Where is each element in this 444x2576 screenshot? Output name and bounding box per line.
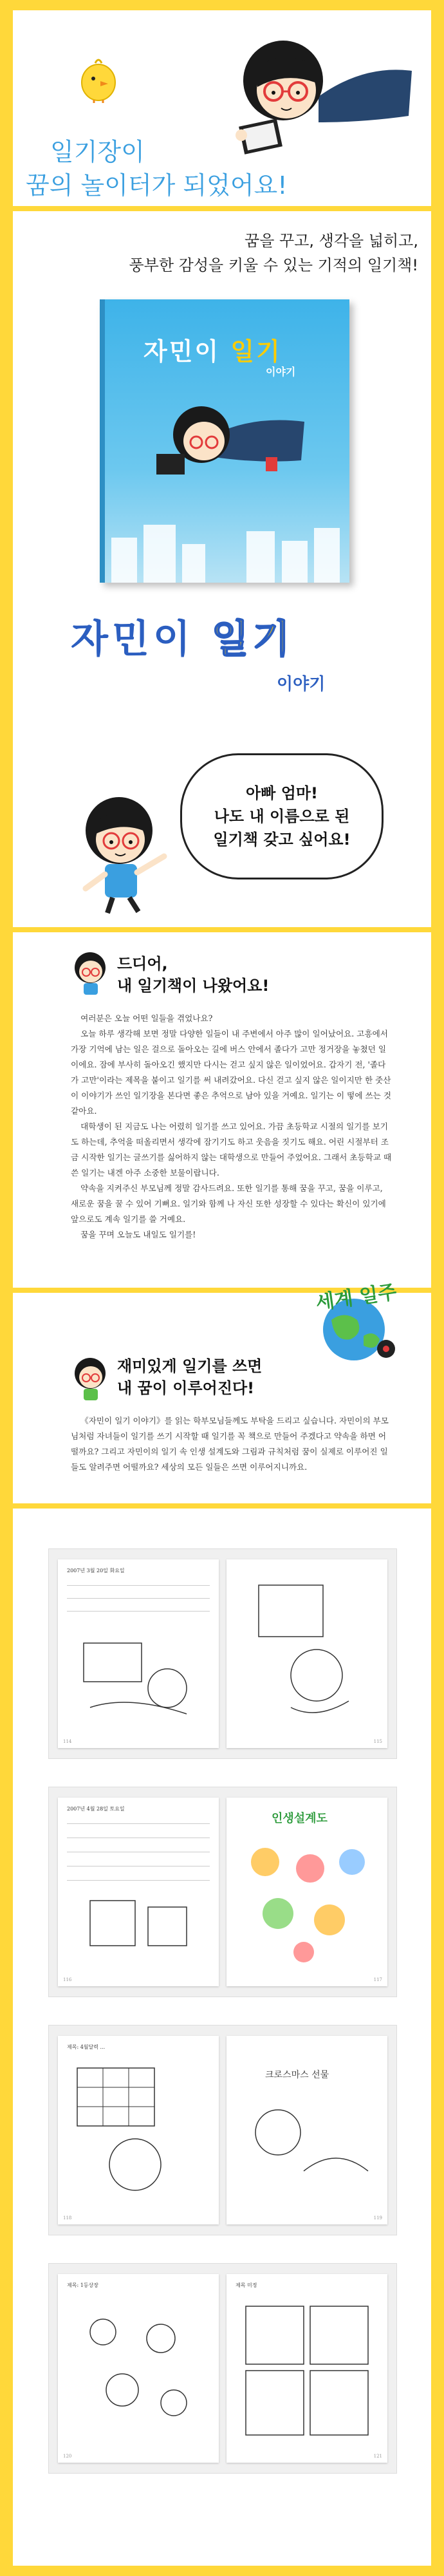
tagline-line-2: 풍부한 감성을 키울 수 있는 기적의 일기책! xyxy=(129,256,418,274)
diary-page-title: 크로스마스 선물 xyxy=(265,2070,329,2080)
book-title-pre: 자민이 xyxy=(143,337,221,366)
diary-page-right xyxy=(227,2036,387,2224)
diary-page-title: 제목: 4월달력 ... xyxy=(67,2044,106,2050)
section-divider xyxy=(13,1503,431,1509)
section1-body xyxy=(71,1011,393,1243)
girl-head-icon xyxy=(71,950,109,995)
big-title-sub: 이야기 xyxy=(277,675,326,694)
life-plan-sketch xyxy=(239,1836,375,1965)
diary-spread-4 xyxy=(48,2263,397,2474)
section2-body xyxy=(71,1413,393,1475)
section1-paragraph: 오늘 하루 생각해 보면 정말 다양한 일들이 내 주변에서 아주 많이 일어났어요. 고흥에서 가장 기억에 남는 일은 걸으로 돌아오는 길에 버스 안에서 졸다가 고만 정거장을 놓쳤던 일이에요. 잠에 부사히 돌아오긴 했지만 다시는 걷고 싶지 않은 일이었어요. 갑자기 전, '졸다가 고만'이라는 제목을 붙이고 일기를 써 내려갔어요. 다신 걷고 싶지 않은 일이지만 한 줏산 이 이야기가 쓰인 일기장을 본다면 좋은 추억으로 남아 있을 거예요. 일기는 이 떻에 쓰는 것 같아요. xyxy=(71,1029,392,1116)
bubble-line-1: 아빠 엄마! xyxy=(245,784,319,802)
section2-heading-line-1: 재미있게 일기를 쓰면 xyxy=(117,1357,263,1375)
section-divider xyxy=(13,206,431,211)
book-cover-city-illustration xyxy=(105,512,344,583)
diary-page-number: 118 xyxy=(63,2215,72,2221)
diary-page-left xyxy=(58,2274,219,2463)
diary-page-right xyxy=(227,1798,387,1986)
book-cover xyxy=(100,299,349,583)
hero-line-1: 일기장이 xyxy=(50,138,145,166)
diary-sketch xyxy=(77,1894,199,1965)
diary-page-number: 114 xyxy=(63,1739,72,1744)
diary-page-number: 119 xyxy=(373,2215,382,2221)
book-cover-girl-illustration xyxy=(143,390,311,486)
section1-paragraph: 약속을 지켜주신 부모님께 정말 감사드려요. 또한 일기를 통해 꿈을 꾸고, 꿈을 이루고, 새로운 꿈을 꿀 수 있어 기뻐요. 일기와 함께 나 자신 또한 성장할 수 있다는 확신이 있기에 앞으로도 계속 일기를 쓸 거예요. xyxy=(71,1183,386,1224)
section-divider xyxy=(13,927,431,932)
diary-page-left xyxy=(58,2036,219,2224)
diary-sketch xyxy=(77,1630,199,1727)
speech-bubble xyxy=(180,753,384,879)
diary-page-title: 인생설계도 xyxy=(272,1812,328,1825)
diary-page-right xyxy=(227,2274,387,2463)
section1-paragraph: 여러분은 오늘 어떤 일들을 겪었나요? xyxy=(80,1013,213,1023)
book-title xyxy=(143,332,282,367)
big-title xyxy=(71,608,294,664)
diary-page-number: 120 xyxy=(63,2454,72,2459)
waving-girl-illustration xyxy=(68,792,177,914)
section1-heading-line-2: 내 일기책이 나왔어요! xyxy=(117,977,270,995)
diary-page-title: 2007년 3월 20일 화요일 xyxy=(67,1568,125,1574)
diary-page-title: 제목 미정 xyxy=(236,2282,257,2288)
diary-page-number: 121 xyxy=(373,2454,382,2459)
diary-page-left xyxy=(58,1798,219,1986)
hero-line-2: 꿈의 놀이터가 되었어요! xyxy=(26,171,288,200)
globe-label: 세계 일주 xyxy=(314,1281,398,1315)
diary-sketch xyxy=(71,2300,206,2441)
tagline xyxy=(45,229,418,277)
calendar-sketch xyxy=(71,2062,206,2203)
section1-heading-line-1: 드디어, xyxy=(117,955,168,973)
diary-page-right xyxy=(227,1559,387,1748)
book-title-post: 이야기 xyxy=(266,366,296,378)
diary-spread-1 xyxy=(48,1548,397,1759)
diary-page-left xyxy=(58,1559,219,1748)
section1-paragraph: 꿈을 꾸며 오늘도 내일도 일기를! xyxy=(80,1230,196,1239)
book-title-highlight: 일기 xyxy=(230,337,282,366)
section2-paragraph: 《자민이 일기 이야기》를 읽는 학부모님들께도 부탁을 드리고 싶습니다. 자민이의 부모님처럼 자녀들이 일기를 쓰기 시작할 때 일기를 꼭 책으로 만들어 주겠다고 약속을 하면 어떨까요? 그리고 자민이의 일기 속 인생 설계도와 그림과 규칙처럼 꿈이 실제로 이루어진 일들도 알려주면 어떨까요? 세상의 모든 일들은 쓰면 이루어지니까요. xyxy=(71,1416,389,1472)
diary-sketch xyxy=(246,1579,368,1727)
big-title-pre: 자민이 xyxy=(71,617,194,662)
diary-page-title: 제목: 1등상장 xyxy=(67,2282,98,2288)
bubble-line-2: 나도 내 이름으로 된 xyxy=(214,807,350,825)
tagline-line-1: 꿈을 꾸고, 생각을 넓히고, xyxy=(245,232,418,250)
comic-panels-sketch xyxy=(239,2300,375,2441)
hero-headline xyxy=(26,135,287,202)
bubble-line-3: 일기책 갖고 싶어요! xyxy=(213,831,351,849)
section1-paragraph: 대학생이 된 지금도 나는 어렸히 일기를 쓰고 있어요. 가끔 초등학교 시절의 일기를 보기도 하는데, 추억을 떠올리면서 생각에 잠기기도 하고 웃음을 짓기도 해요. 어린 시절부터 조금 시작한 일기는 글쓰기를 싫어하지 않는 대학생으로 만들어 주었어요. 그래서 초등학교 때 쓴 일기는 내겐 아주 소중한 보물이랍니다. xyxy=(71,1122,392,1178)
section2-heading-line-2: 내 꿈이 이루어진다! xyxy=(117,1379,255,1397)
section1-heading xyxy=(117,953,269,997)
section2-heading xyxy=(117,1355,262,1399)
chick-illustration xyxy=(76,52,121,103)
diary-sketch xyxy=(239,2094,375,2203)
diary-page-number: 117 xyxy=(373,1977,382,1982)
speech-bubble-text xyxy=(213,782,350,851)
diary-page-number: 115 xyxy=(373,1739,382,1744)
diary-spread-2 xyxy=(48,1787,397,1997)
diary-spread-3 xyxy=(48,2025,397,2235)
girl-head-icon xyxy=(71,1355,109,1400)
big-title-highlight: 일기 xyxy=(211,617,294,662)
diary-page-number: 116 xyxy=(63,1977,72,1982)
diary-page-title: 2007년 4월 28일 토요일 xyxy=(67,1806,125,1812)
